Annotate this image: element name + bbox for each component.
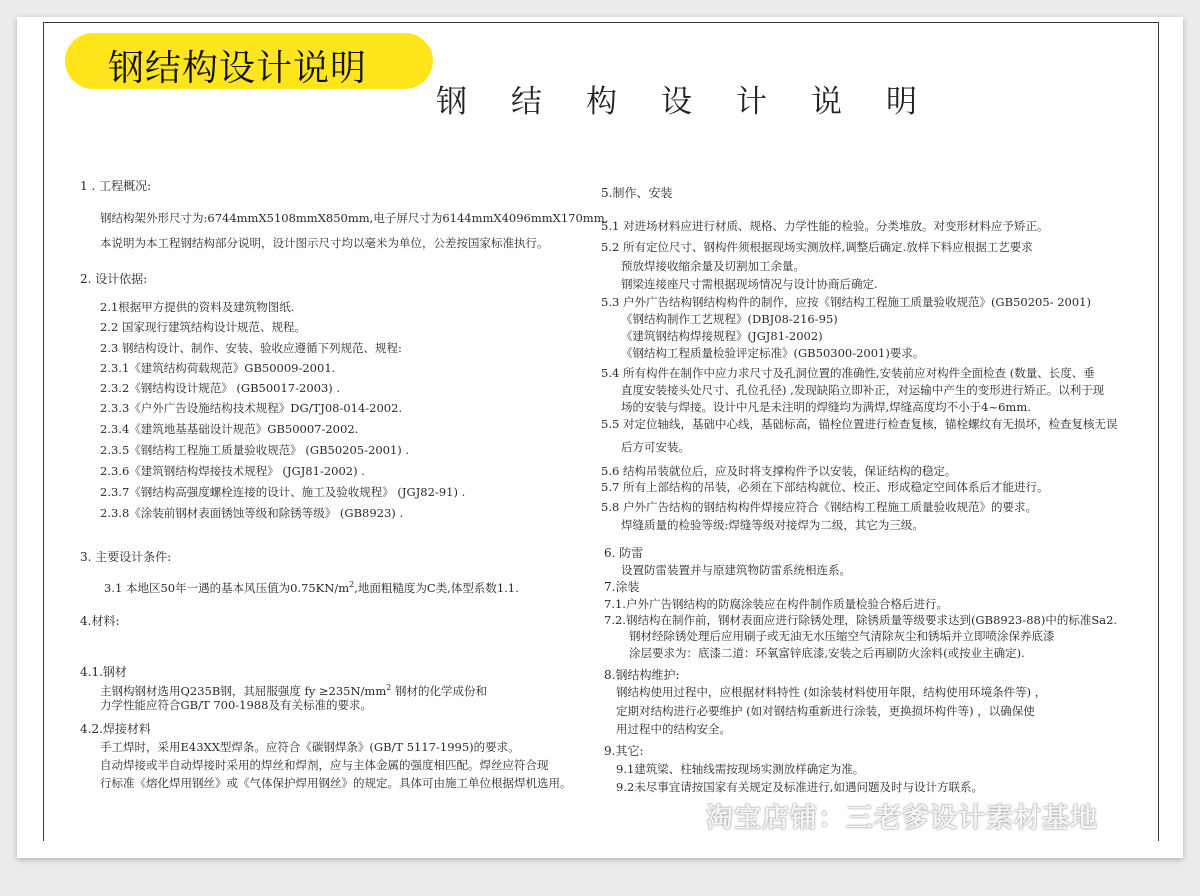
section-2-item: 2.2 国家现行建筑结构设计规范、规程。 [100,320,306,334]
section-1-line: 钢结构架外形尺寸为:6744mmX5108mmX850mm,电子屏尺寸为6144mmX4096mmX170mm. [100,211,609,225]
section-4-title: 4.材料: [80,614,120,628]
section-5-line: 后方可安装。 [621,440,690,454]
section-5-line: 5.6 结构吊装就位后，应及时将支撑构件予以安装，保证结构的稳定。 [601,464,957,478]
section-5-line: 5.2 所有定位尺寸、钢构件须根据现场实测放样,调整后确定.放样下料应根据工艺要求 [601,240,1033,254]
section-3-title: 3. 主要设计条件: [80,550,172,564]
section-8-line: 定期对结构进行必要维护 (如对钢结构重新进行涂装，更换损坏构件等) ，以确保使 [616,704,1035,718]
section-7-line: 涂层要求为：底漆二道：环氧富锌底漆,安装之后再刷防火涂料(或按业主确定). [629,646,1025,660]
section-9-line: 9.2未尽事宜请按国家有关规定及标准进行,如遇问题及时与设计方联系。 [616,780,983,794]
section-9-title: 9.其它: [604,744,644,758]
section-2-item: 2.3.4《建筑地基基础设计规范》GB50007-2002. [100,422,359,436]
section-8-line: 钢结构使用过程中，应根据材料特性 (如涂装材料使用年限，结构使用环境条件等) ， [616,685,1047,699]
section-4-1-line: 力学性能应符合GB/T 700-1988及有关标准的要求。 [100,698,372,712]
section-4-1-line: 主钢构钢材选用Q235B钢，其屈服强度 fy $\ge 235N/mm^2$ 钢材的化学成份和 [100,683,487,698]
section-4-2-title: 4.2.焊接材料 [80,722,151,736]
section-5-line: 5.5 对定位轴线，基础中心线，基础标高，锚栓位置进行检查复核，锚栓螺纹有无损坏，检查复核无误 [601,417,1118,431]
store-watermark: 淘宝店铺：三老爹设计素材基地 [706,803,1098,834]
section-5-line: 5.8 户外广告结构的钢结构构件焊接应符合《钢结构工程施工质量验收规范》的要求。 [601,500,1037,514]
section-6-line: 设置防雷装置并与原建筑物防雷系统相连系。 [621,563,851,577]
badge-label: 钢结构设计说明 [108,48,368,89]
section-4-2-line: 行标准《熔化焊用钢丝》或《气体保护焊用钢丝》的规定。具体可由施工单位根据焊机选用。 [100,776,572,790]
section-4-2-line: 自动焊接或半自动焊接时采用的焊丝和焊剂，应与主体金属的强度相匹配。焊丝应符合现 [100,758,549,772]
section-2-item: 2.3.1《建筑结构荷载规范》GB50009-2001. [100,361,336,375]
section-5-line: 直度安装接头处尺寸、孔位孔径) ,发现缺陷立即补正，对运输中产生的变形进行矫正。以利于现 [621,383,1105,397]
section-2-item: 2.3.7《钢结构高强度螺栓连接的设计、施工及验收规程》 (JGJ82-91) . [100,485,466,499]
section-1-line: 本说明为本工程钢结构部分说明，设计图示尺寸均以毫米为单位，公差按国家标准执行。 [100,236,549,250]
section-3-line: 3.1 本地区50年一遇的基本风压值为$0.75KN/m^2$,地面粗糙度为C类,体型系数1.1. [104,580,519,595]
document-title: 钢结构设计说明 [436,84,961,120]
section-7-line: 7.2.钢结构在制作前，钢材表面应进行除锈处理，除锈质量等级要求达到(GB8923-88)中的标准Sa2. [604,613,1118,627]
section-5-line: 钢梁连接座尺寸需根据现场情况与设计协商后确定. [621,277,878,291]
section-5-line: 《建筑钢结构焊接规程》(JGJ81-2002) [621,329,823,343]
section-8-title: 8.钢结构维护: [604,668,680,682]
section-2-item: 2.3.6《建筑钢结构焊接技术规程》 (JGJ81-2002) . [100,464,365,478]
section-5-line: 5.3 户外广告结构钢结构构件的制作，应按《钢结构工程施工质量验收规范》(GB50205- 2001) [601,295,1091,309]
section-2-item: 2.3.2《钢结构设计规范》 (GB50017-2003) . [100,381,341,395]
section-2-item: 2.3.3《户外广告设施结构技术规程》DG/TJ08-014-2002. [100,401,403,415]
section-6-title: 6. 防雷 [604,546,644,560]
section-5-line: 预放焊接收缩余量及切割加工余量。 [621,259,805,273]
section-5-line: 焊缝质量的检验等级:焊缝等级对接焊为二级，其它为三级。 [621,518,924,532]
section-2-item: 2.3.5《钢结构工程施工质量验收规范》 (GB50205-2001) . [100,443,410,457]
section-7-line: 钢材经除锈处理后应用刷子或无油无水压缩空气清除灰尘和锈垢并立即喷涂保养底漆 [629,629,1055,643]
section-2-item: 2.3 钢结构设计、制作、安装、验收应遵循下列规范、规程: [100,341,402,355]
section-5-title: 5.制作、安装 [601,186,673,200]
section-7-line: 7.1.户外广告钢结构的防腐涂装应在构件制作质量检验合格后进行。 [604,597,948,611]
section-2-item: 2.1根据甲方提供的资料及建筑物图纸. [100,300,295,314]
section-5-line: 《钢结构工程质量检验评定标准》(GB50300-2001)要求。 [621,346,925,360]
section-7-title: 7.涂装 [604,580,640,594]
section-5-line: 5.1 对进场材料应进行材质、规格、力学性能的检验。分类堆放。对变形材料应予矫正。 [601,219,1049,233]
section-5-line: 场的安装与焊接。设计中凡是未注明的焊缝均为满焊,焊缝高度均不小于4~6mm. [621,400,1031,414]
section-5-line: 《钢结构制作工艺规程》(DBJ08-216-95) [621,312,838,326]
section-4-1-title: 4.1.钢材 [80,665,127,679]
section-2-item: 2.3.8《涂装前钢材表面锈蚀等级和除锈等级》 (GB8923) . [100,506,404,520]
section-5-line: 5.7 所有上部结构的吊装，必须在下部结构就位、校正、形成稳定空间体系后才能进行。 [601,480,1049,494]
section-1-title: 1 . 工程概况: [80,179,152,193]
title-badge [65,33,433,89]
section-5-line: 5.4 所有构件在制作中应力求尺寸及孔洞位置的准确性,安装前应对构件全面检查 (数量、长度、垂 [601,366,1095,380]
section-2-title: 2. 设计依据: [80,272,148,286]
section-9-line: 9.1建筑梁、柱轴线需按现场实测放样确定为准。 [616,762,865,776]
section-8-line: 用过程中的结构安全。 [616,722,731,736]
section-4-2-line: 手工焊时，采用E43XX型焊条。应符合《碳钢焊条》(GB/T 5117-1995)的要求。 [100,740,520,754]
